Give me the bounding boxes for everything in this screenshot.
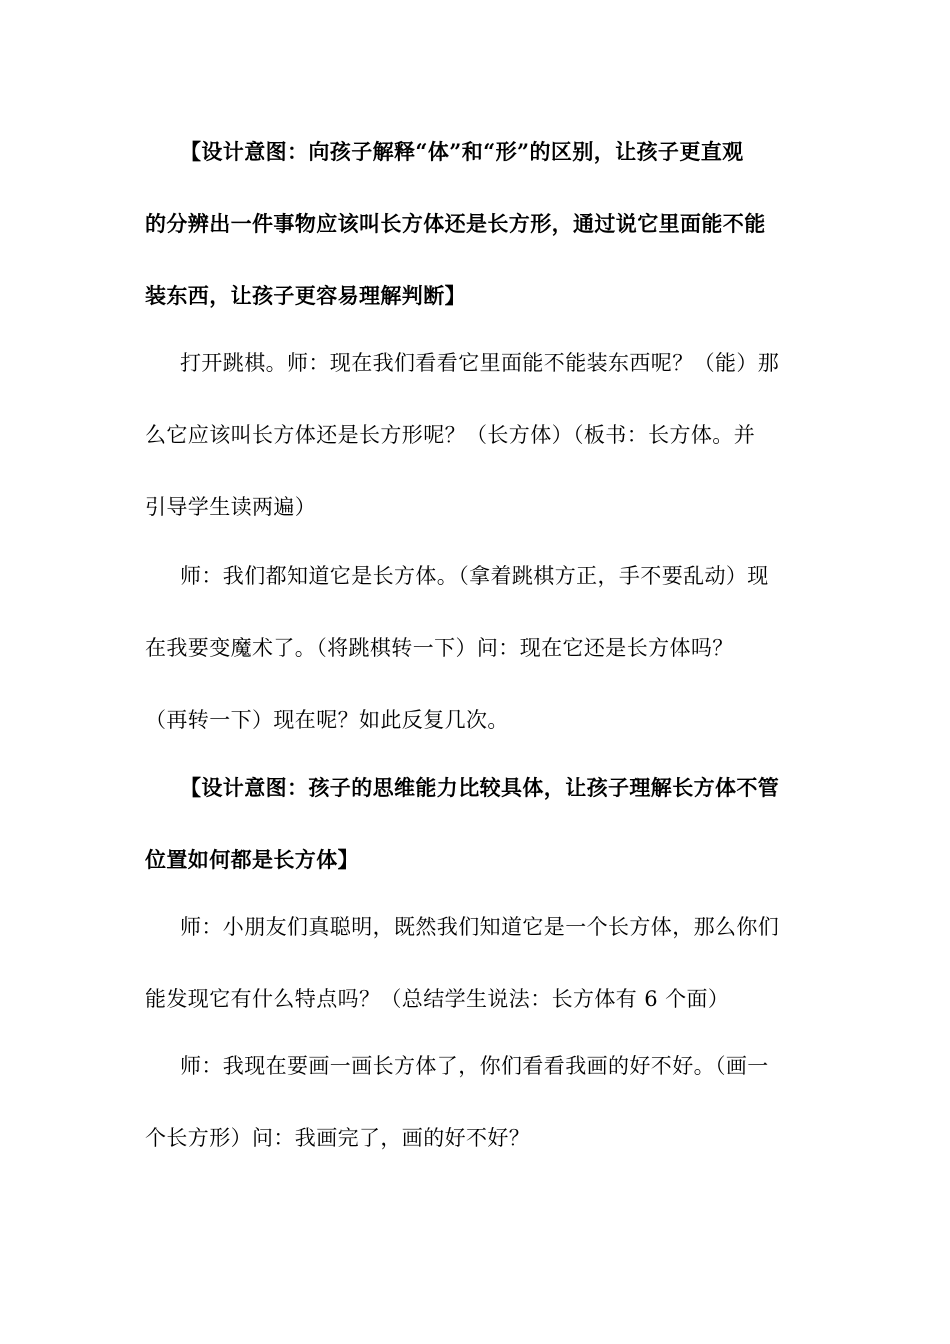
design-intent-paragraph-2 [145,752,805,896]
text-line: 个长方形）问：我画完了，画的好不好？ [145,1126,531,1150]
text-line: 打开跳棋。师：现在我们看看它里面能不能装东西呢？（能）那 [180,351,780,375]
text-line: 在我要变魔术了。（将跳棋转一下）问：现在它还是长方体吗？ [145,636,734,660]
text-line: 位置如何都是长方体】 [145,847,359,872]
text-line: （再转一下）现在呢？如此反复几次。 [145,708,509,732]
text-line: 师：小朋友们真聪明，既然我们知道它是一个长方体，那么你们 [180,915,780,939]
body-paragraph-1 [145,327,805,543]
text-line: 的分辨出一件事物应该叫长方体还是长方形，通过说它里面能不能 [145,211,766,236]
body-paragraph-4 [145,1030,805,1174]
text-line: 师：我们都知道它是长方体。（拿着跳棋方正，手不要乱动）现 [180,564,769,588]
text-line: 能发现它有什么特点吗？（总结学生说法：长方体有 6 个面） [145,987,730,1011]
body-paragraph-2 [145,540,805,756]
design-intent-paragraph-1 [145,116,805,332]
text-line: 引导学生读两遍） [145,495,317,519]
text-line: 么它应该叫长方体还是长方形呢？（长方体）（板书：长方体。并 [145,423,756,447]
text-line: 师：我现在要画一画长方体了，你们看看我画的好不好。（画一 [180,1054,769,1078]
text-line: 装东西，让孩子更容易理解判断】 [145,283,466,308]
text-line: 【设计意图：向孩子解释“体”和“形”的区别，让孩子更直观 [180,139,744,164]
text-line: 【设计意图：孩子的思维能力比较具体，让孩子理解长方体不管 [180,775,780,800]
body-paragraph-3 [145,891,805,1035]
